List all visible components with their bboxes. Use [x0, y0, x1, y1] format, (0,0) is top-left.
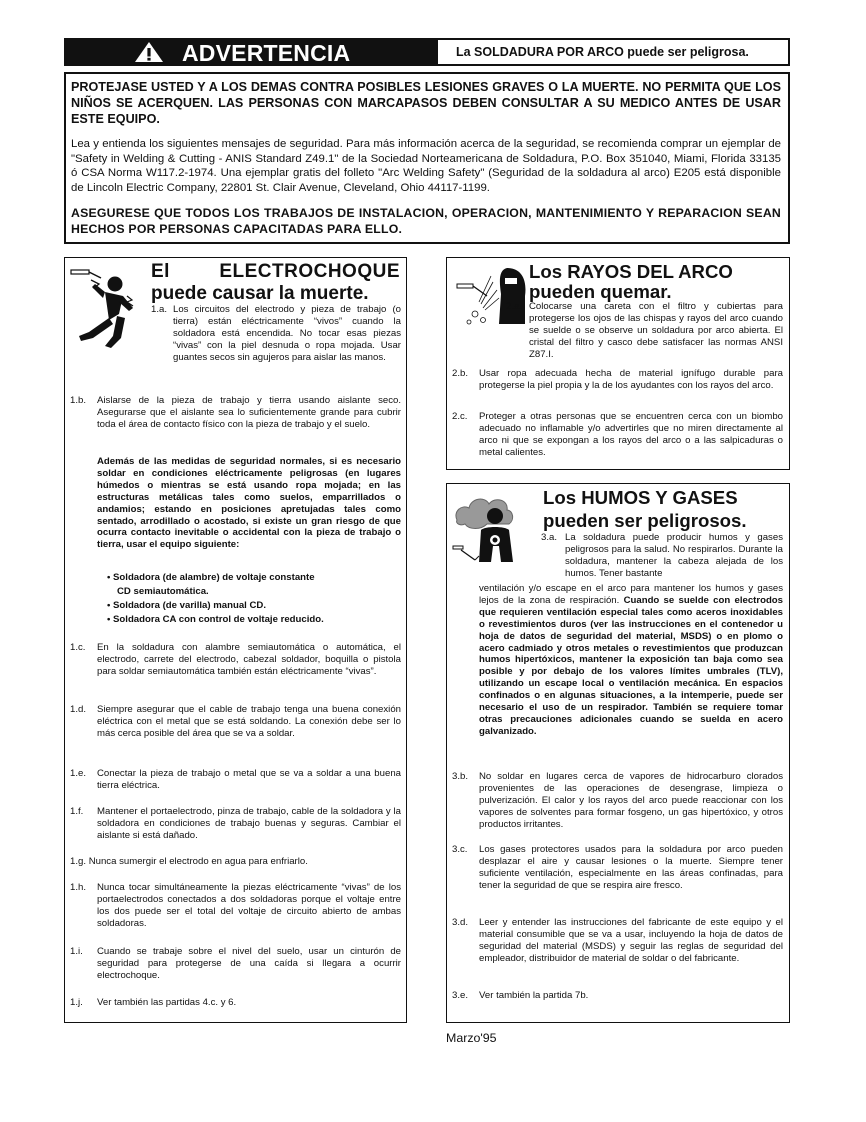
item-1c: 1.c. En la soldadura con alambre semiautomática o automática, el electrodo, carrete del electrodo, cabezal soldador, boquilla o pistola para soldar semiautomática también están eléctricamente “vivas”. [70, 642, 401, 677]
item-1a: 1.a. Los circuitos del electrodo y pieza de trabajo (o tierra) están eléctricamente “vivos” cuando la soldadora está encendida. No tocar esas piezas “vivas” con la piel desnuda o ropa mojada. Usar guantes secos sin agujeros para aislar las manos. [151, 304, 401, 363]
electric-title-1: El ELECTROCHOQUE [151, 261, 400, 282]
warning-triangle-icon [134, 41, 164, 68]
fumes-gases-icon [451, 490, 531, 571]
fumes-gases-section [446, 483, 790, 1023]
intro-warning: PROTEJASE USTED Y A LOS DEMAS CONTRA POSIBLES LESIONES GRAVES O LA MUERTE. NO PERMITA QUE LOS NIÑOS SE ACERQUEN. LAS PERSONAS CON MARCAPASOS DEBEN CONSULTAR A SU MEDICO ANTES DE USAR ESTE EQUIPO. [71, 80, 781, 126]
item-2c: 2.c. Proteger a otras personas que se encuentren cerca con un biombo adecuado no inflamable y/o advertirles que no miren directamente al arco ni que se expongan a los rayos del arco o a las salpicaduras o metal calientes. [452, 411, 783, 458]
rays-title-1: Los RAYOS DEL ARCO [529, 261, 733, 282]
warning-banner [64, 38, 790, 66]
electric-title-2: puede causar la muerte. [151, 283, 369, 304]
banner-title: ADVERTENCIA [182, 40, 351, 66]
banner-subtitle: La SOLDADURA POR ARCO puede ser peligrosa. [456, 45, 749, 59]
item-2b: 2.b. Usar ropa adecuada hecha de material ignífugo durable para protegerse la piel propia y la de los ayudantes con los rayos del arco. [452, 368, 783, 391]
item-1e: 1.e. Conectar la pieza de trabajo o metal que se va a soldar a una buena tierra eléctrica. [70, 768, 401, 791]
item-1d: 1.d. Siempre asegurar que el cable de trabajo tenga una buena conexión eléctrica con el metal que se está soldando. La conexión debe ser lo más cerca posible del área que se va a soldar. [70, 704, 401, 739]
arc-rays-welder-icon [453, 264, 529, 333]
item-1f: 1.f. Mantener el portaelectrodo, pinza de trabajo, cable de la soldadora y la soldadora en condiciones de trabajo buenas y seguras. Cambiar el aislante si está dañado. [70, 806, 401, 841]
bullet-1-cont: CD semiautomática. [117, 586, 209, 597]
item-1b-bold: Además de las medidas de seguridad normales, si es necesario soldar en condiciones eléctricamente peligrosas (en lugares húmedos o mientras se está usando ropa mojada; en las estructuras metálicas tales como suelos, emparrillados o andamios; estando en posiciones apretujadas tales como sentado, arrodillado o acostado, si existe un gran riesgo de que ocurra contacto inevitable o accidental con la pieza de trabajo o tierra, usar el equipo siguiente: [97, 456, 401, 551]
arc-rays-section [446, 257, 790, 470]
bullet-3: • Soldadora CA con control de voltaje reducido. [107, 614, 324, 625]
intro-box [64, 72, 790, 244]
item-1b: 1.b. Aislarse de la pieza de trabajo y tierra usando aislante seco. Asegurarse que el aislante sea lo suficientemente grande para cubrir toda el área de contacto físico con la pieza de trabajo y el suelo. [70, 395, 401, 430]
bullet-1: • Soldadora (de alambre) de voltaje constante [107, 572, 315, 583]
electric-shock-icon [69, 262, 145, 353]
item-1i: 1.i. Cuando se trabaje sobre el nivel del suelo, usar un cinturón de seguridad para protegerse de una caída si llegara a ocurrir electrochoque. [70, 946, 401, 981]
item-3d: 3.d. Leer y entender las instrucciones del fabricante de este equipo y el material consumible que se va a usar, incluyendo la hoja de datos de seguridad del material (MSDS) y seguir las reglas de seguridad del empleador, distribuidor de material de soldar o del fabricante. [452, 917, 783, 964]
fumes-title-1: Los HUMOS Y GASES [543, 487, 738, 508]
item-3b: 3.b. No soldar en lugares cerca de vapores de hidrocarburo clorados provenientes de las operaciones de desengrase, limpieza o pulverización. El calor y los rayos del arco puede reaccionar con los vapores de solventes para formar fosgeno, un gas hipertóxico, y otros productos irritantes. [452, 771, 783, 830]
intro-paragraph: Lea y entienda los siguientes mensajes de seguridad. Para más información acerca de la seguridad, se recomienda comprar un ejemplar de "Safety in Welding & Cutting - ANIS Standard Z49.1" de la Sociedad Norteamericana de Soldadura, P.O. Box 351040, Miami, Florida 33135 ó CSA Norma W117.2-1974. Una ejemplar gratis del folleto "Arc Welding Safety" (Seguridad de la soldadura al arco) E205 está disponible de Lincoln Electric Company, 22801 St. Clair Avenue, Cleveland, Ohio 44117-1199. [71, 138, 781, 194]
item-1h: 1.h. Nunca tocar simultáneamente la piezas eléctricamente “vivas” de los portaelectrodos conectados a dos soldadoras porque el voltaje entre los dos puede ser el total del voltaje de circuito abierto de ambas soldadoras. [70, 882, 401, 929]
electric-shock-section [64, 257, 407, 1023]
item-2a: 2.a. Colocarse una careta con el filtro y cubiertas para protegerse los ojos de las chispas y rayos del arco cuando se suelde o se observe un soldadura por arco abierta. El cristal del filtro y casco debe satisfacer las normas ANSI Z87.I. [506, 301, 783, 360]
item-3a-part-2: ventilación y/o escape en el arco para mantener los humos y gases lejos de la zona de respiración. [479, 583, 783, 606]
item-3a-cont [479, 583, 783, 738]
footer-date: Marzo'95 [446, 1031, 497, 1045]
item-1g: 1.g. Nunca sumergir el electrodo en agua para enfriarlo. [70, 856, 308, 867]
item-3c: 3.c. Los gases protectores usados para la soldadura por arco pueden desplazar el aire y causar lesiones o la muerte. Siempre tener suficiente ventilación, especialmente en las áreas confinadas, para tener la seguridad de que se respira aire fresco. [452, 844, 783, 891]
item-3a: 3.a. La soldadura puede producir humos y gases peligrosos para la salud. No respirarlos. Durante la soldadura, mantener la cabeza alejada de los humos. Tener bastante [541, 532, 783, 579]
item-3a-bold: Cuando se suelde con electrodos que requieren ventilación especial tales como aceros inoxidables o revestimientos duros (ver las instrucciones en el contenedor u hoja de datos de seguridad del material, MSDS) o en plomo o acero cadmiado y otros metales o revestimientos que produzcan humos hipertóxicos, mantener la exposición tan baja como sea posible y por debajo de los valores límites umbrales (TLV), utilizando un escape local o ventilación mecánica. En espacios confinados o en algunas situaciones, a la intemperie, puede ser necesario el uso de un respirador. También se requiere tomar otras precauciones adicionales cuando se suelda en acero galvanizado. [479, 594, 784, 737]
item-1j: 1.j. Ver también las partidas 4.c. y 6. [70, 997, 237, 1008]
item-3e: 3.e. Ver también la partida 7b. [452, 990, 589, 1001]
fumes-title-2: pueden ser peligrosos. [543, 510, 747, 531]
rays-title-2: pueden quemar. [529, 281, 672, 302]
intro-final-warning: ASEGURESE QUE TODOS LOS TRABAJOS DE INSTALACION, OPERACION, MANTENIMIENTO Y REPARACION SEAN HECHOS POR PERSONAS CAPACITADAS PARA ELLO. [71, 206, 781, 236]
item-3a-part-1: La soldadura puede producir humos y gases peligrosos para la salud. No respirarlos. Durante la soldadura, mantener la cabeza alejada de los humos. Tener bastante [565, 532, 783, 579]
bullet-2: • Soldadora (de varilla) manual CD. [107, 600, 267, 611]
